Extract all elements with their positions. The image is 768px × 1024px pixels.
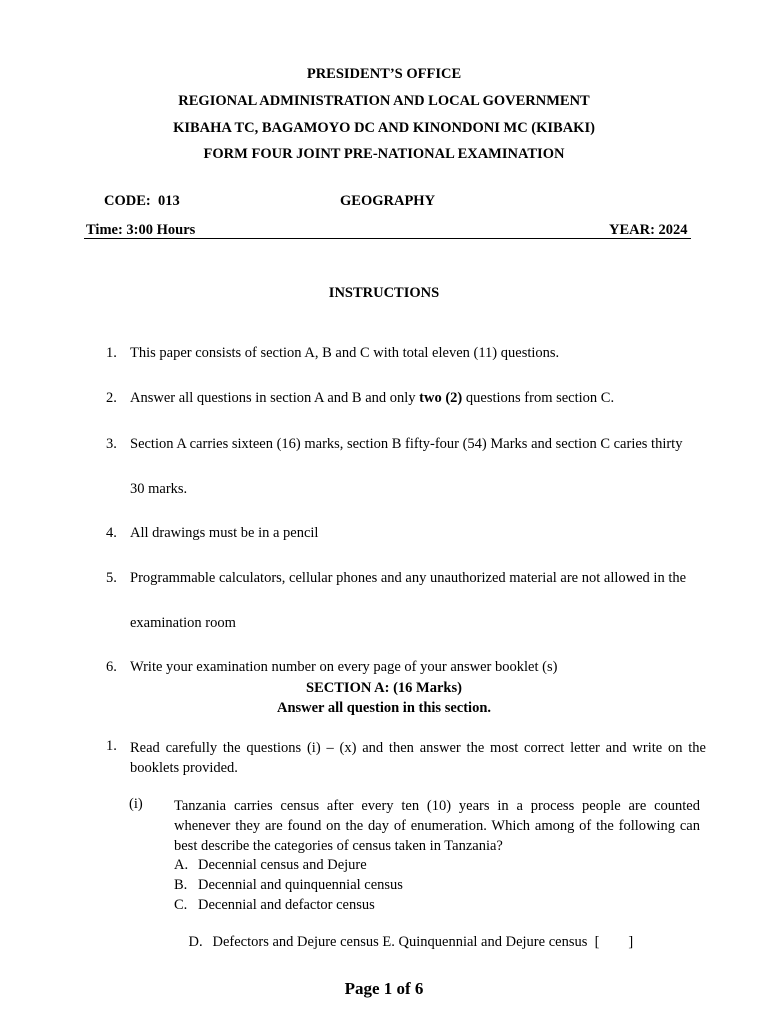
option-letter: B. — [174, 877, 188, 893]
option-b — [174, 877, 403, 894]
instruction-number: 2. — [106, 390, 117, 406]
header-line-4: FORM FOUR JOINT PRE-NATIONAL EXAMINATION — [203, 146, 565, 162]
subquestion-text: Tanzania carries census after every ten (10) years in a process people are counted whenever they are found on the day of enumeration. Which among of the following can best describe the categories of census taken in Tanzania? — [174, 798, 700, 854]
instruction-text: Programmable calculators, cellular phones and any unauthorized material are not allowed in the — [130, 570, 687, 586]
instruction-text: Section A carries sixteen (16) marks, section B fifty-four (54) Marks and section C caries thirty — [130, 436, 683, 452]
instruction-number: 5. — [106, 570, 117, 586]
option-text: Decennial and quinquennial census — [198, 877, 403, 893]
option-text: Decennial and defactor census — [198, 897, 375, 913]
option-letter: D. — [188, 934, 203, 950]
instruction-text-part: Answer all questions in section A and B and only — [130, 390, 420, 406]
instructions-title: INSTRUCTIONS — [328, 285, 440, 301]
instruction-text: 30 marks. — [130, 481, 188, 497]
instruction-number: 3. — [106, 436, 117, 452]
instruction-text: examination room — [130, 615, 236, 631]
subject-title: GEOGRAPHY — [340, 193, 436, 209]
option-text: Decennial census and Dejure — [198, 857, 367, 873]
subquestion-number: (i) — [129, 796, 143, 812]
header-line-1: PRESIDENT’S OFFICE — [306, 66, 462, 82]
instruction-text-bold: two (2) — [419, 390, 463, 406]
page-number: Page 1 of 6 — [344, 979, 424, 998]
header-rule — [84, 238, 691, 239]
instruction-text: This paper consists of section A, B and C with total eleven (11) questions. — [130, 345, 560, 361]
header-line-3: KIBAHA TC, BAGAMOYO DC AND KINONDONI MC (KIBAKI) — [173, 120, 595, 136]
instruction-number: 1. — [106, 345, 117, 361]
option-letter: C. — [174, 897, 188, 913]
instruction-text — [130, 390, 706, 407]
option-a — [174, 857, 367, 874]
option-letter: A. — [174, 857, 189, 873]
instruction-text-part: questions from section C. — [462, 390, 615, 406]
option-d — [174, 917, 633, 968]
section-a-subtitle: Answer all question in this section. — [276, 700, 492, 716]
question-number: 1. — [106, 738, 117, 754]
instruction-number: 6. — [106, 659, 117, 675]
time-allowed: Time: 3:00 Hours — [86, 222, 196, 238]
instruction-text: Write your examination number on every page of your answer booklet (s) — [130, 659, 558, 675]
option-text: Defectors and Dejure census E. Quinquennial and Dejure census [ ] — [212, 934, 634, 950]
instruction-text: All drawings must be in a pencil — [130, 525, 319, 541]
header-line-2: REGIONAL ADMINISTRATION AND LOCAL GOVERNMENT — [178, 93, 590, 109]
section-a-title: SECTION A: (16 Marks) — [306, 680, 462, 696]
exam-code: CODE: 013 — [104, 193, 180, 209]
instruction-number: 4. — [106, 525, 117, 541]
question-text: Read carefully the questions (i) – (x) and then answer the most correct letter and write on the booklets provided. — [130, 740, 706, 776]
exam-year: YEAR: 2024 — [609, 222, 688, 238]
option-c — [174, 897, 375, 914]
